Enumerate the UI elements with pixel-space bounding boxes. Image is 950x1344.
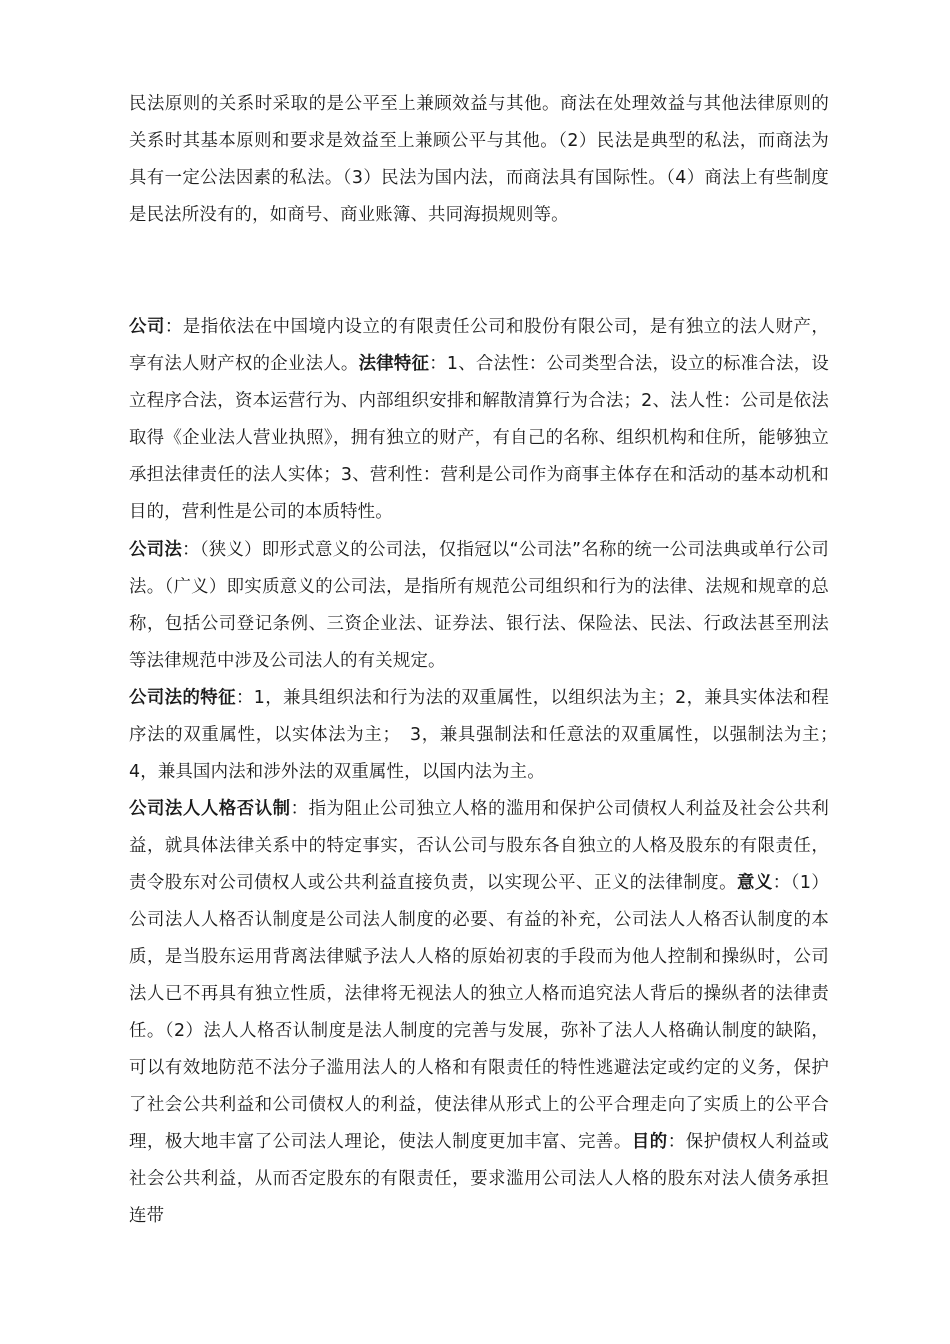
colon: ：: [429, 354, 447, 374]
features-text: 1、合法性：公司类型合法，设立的标准合法，设立程序合法，资本运营行为、内部组织安排和解散清算行为合法；2、法人性：公司是依法取得《企业法人营业执照》，拥有独立的财产，有自己的名称、组织机构和住所，能够独立承担法律责任的法人实体；3、营利性：营利是公司作为商事主体存在和活动的基本动机和目的，营利性是公司的本质特性。: [129, 354, 829, 522]
paragraph-civil-vs-commercial-law: [129, 86, 829, 234]
term-company-law: 公司法: [129, 540, 183, 560]
term-company-law-features: 公司法的特征: [129, 688, 236, 708]
colon: ：: [290, 799, 309, 819]
label-significance: 意义: [737, 873, 773, 893]
definition-text: 是指依法在中国境内设立的有限责任公司和股份有限公司，是有独立的法人财产，享有法人财产权的企业法人。: [129, 317, 829, 374]
label-legal-features: 法律特征: [358, 354, 430, 374]
term-piercing-veil: 公司法人人格否认制: [129, 799, 291, 819]
paragraph-piercing-corporate-veil: [129, 791, 829, 1235]
colon: ：: [235, 688, 254, 708]
definition-text: （狭义）即形式意义的公司法，仅指冠以“公司法”名称的统一公司法典或单行公司法。（广义）即实质意义的公司法，是指所有规范公司组织和行为的法律、法规和规章的总称，包括公司登记条例、三资企业法、证券法、银行法、保险法、民法、行政法甚至刑法等法律规范中涉及公司法人的有关规定。: [129, 540, 829, 671]
paragraph-text: 民法原则的关系时采取的是公平至上兼顾效益与其他。商法在处理效益与其他法律原则的关系时其基本原则和要求是效益至上兼顾公平与其他。（2）民法是典型的私法，而商法为具有一定公法因素的私法。（3）民法为国内法，而商法具有国际性。（4）商法上有些制度是民法所没有的，如商号、商业账簿、共同海损规则等。: [129, 94, 829, 225]
colon: ：: [164, 317, 183, 337]
features-text: 1，兼具组织法和行为法的双重属性，以组织法为主；2，兼具实体法和程序法的双重属性，以实体法为主； 3，兼具强制法和任意法的双重属性，以强制法为主； 4，兼具国内法和涉外法的双重属性，以国内法为主。: [129, 688, 847, 782]
colon: ：: [667, 1132, 686, 1152]
definition-text: 指为阻止公司独立人格的滥用和保护公司债权人利益及社会公共利益，就具体法律关系中的特定事实，否认公司与股东各自独立的人格及股东的有限责任，责令股东对公司债权人或公共利益直接负责，以实现公平、正义的法律制度。: [129, 799, 829, 893]
paragraph-company-law: [129, 532, 829, 680]
term-company: 公司: [129, 317, 165, 337]
colon: ：: [182, 540, 200, 560]
paragraph-company-law-features: [129, 680, 847, 791]
label-purpose: 目的: [631, 1132, 668, 1152]
significance-text: （1）公司法人人格否认制度是公司法人制度的必要、有益的补充，公司法人人格否认制度的本质，是当股东运用背离法律赋予法人人格的原始初衷的手段而为他人控制和操纵时，公司法人已不再具有独立性质，法律将无视法人的独立人格而追究法人背后的操纵者的法律责任。（2）法人人格否认制度是法人制度的完善与发展，弥补了法人人格确认制度的缺陷，可以有效地防范不法分子滥用法人的人格和有限责任的特性逃避法定或约定的义务，保护了社会公共利益和公司债权人的利益，使法律从形式上的公平合理走向了实质上的公平合理，极大地丰富了公司法人理论，使法人制度更加丰富、完善。: [129, 873, 830, 1152]
paragraph-company-definition: [129, 309, 829, 531]
colon: ：: [772, 873, 791, 893]
purpose-text: 保护债权人利益或社会公共利益，从而否定股东的有限责任，要求滥用公司法人人格的股东对法人债务承担连带: [129, 1132, 829, 1226]
